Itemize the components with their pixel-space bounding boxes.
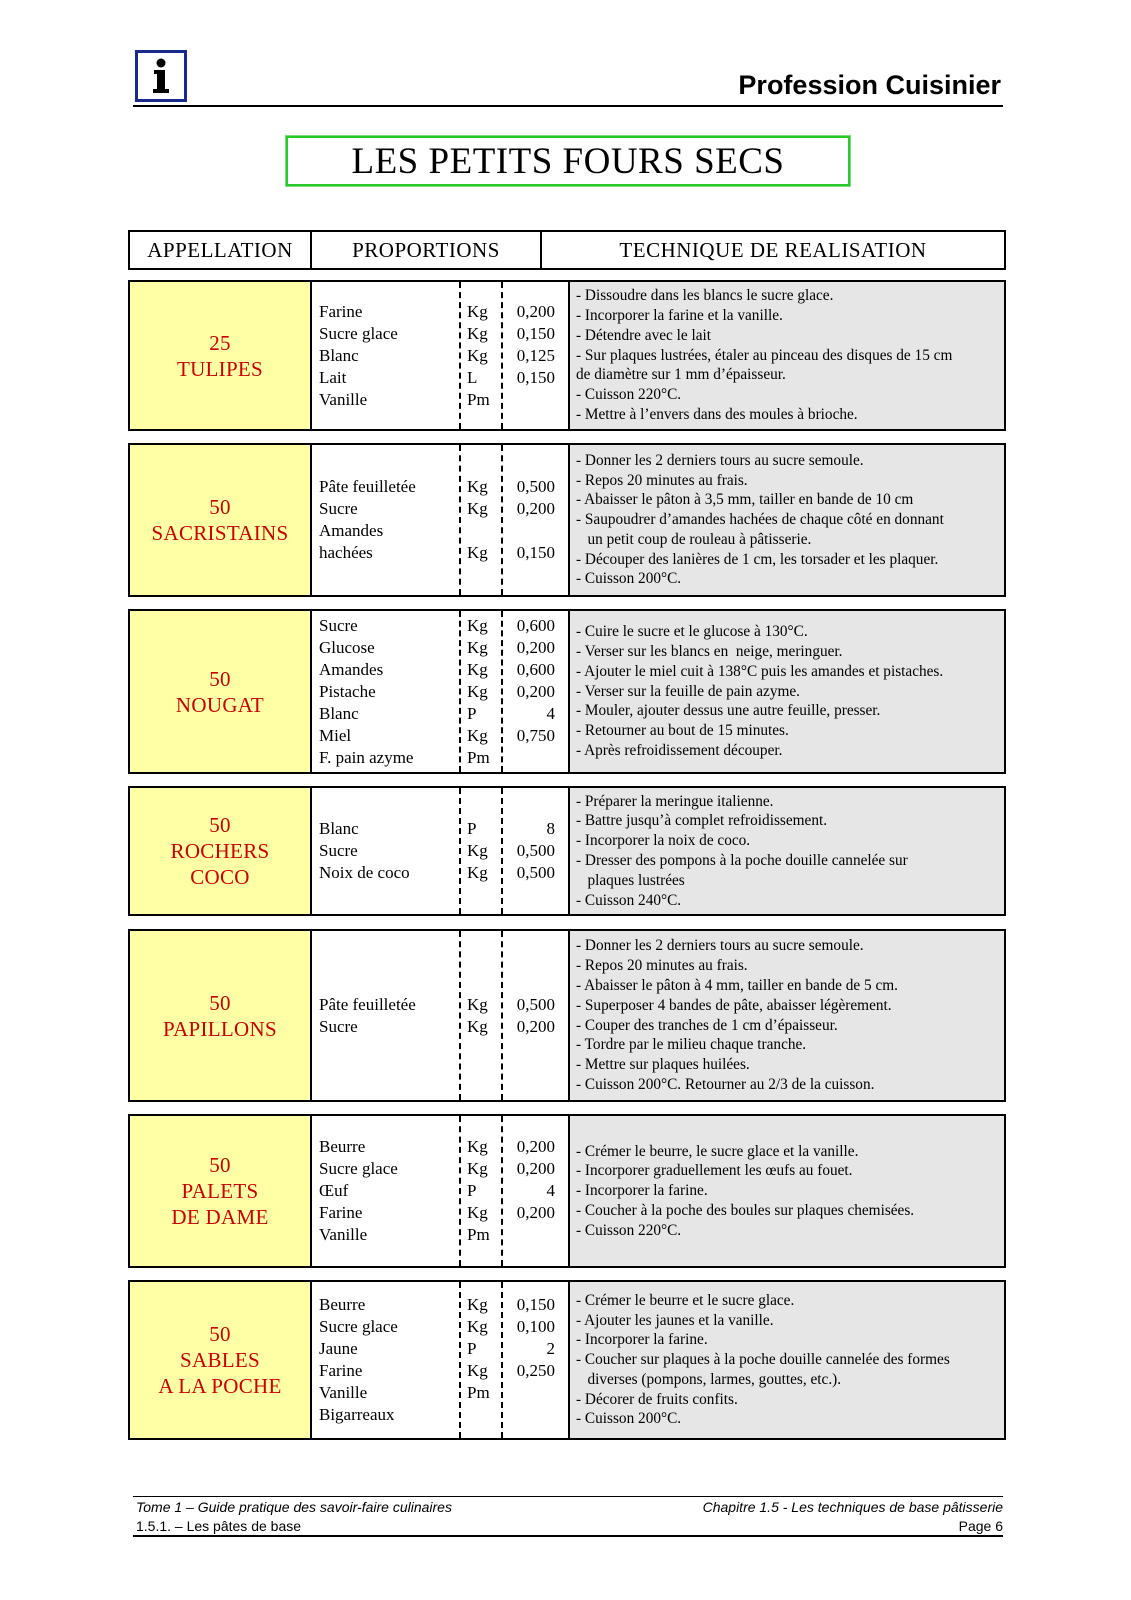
- ingredient-quantity: 0,200: [516, 1203, 555, 1222]
- technique-step: de diamètre sur 1 mm d’épaisseur.: [576, 366, 786, 384]
- ingredient-unit: Kg: [467, 681, 488, 701]
- ingredient-unit: Kg: [467, 863, 488, 882]
- technique-step: - Verser sur les blancs en neige, meringuer.: [576, 643, 843, 660]
- technique-step: - Mettre à l’envers dans des moules à brioche.: [576, 405, 858, 423]
- technique-step: - Mouler, ajouter dessus une autre feuille, presser.: [576, 702, 881, 720]
- technique-step: - Abaisser le pâton à 3,5 mm, tailler en bande de 10 cm: [576, 491, 914, 509]
- ingredient-unit: Kg: [467, 1317, 488, 1336]
- ingredient-row: [312, 1316, 568, 1338]
- recipe-name: TULIPES: [176, 356, 264, 381]
- technique-step: - Cuire le sucre et le glucose à 130°C.: [576, 623, 808, 641]
- ingredient-row: [312, 345, 568, 367]
- technique-step: - Préparer la meringue italienne.: [576, 792, 774, 810]
- ingredient-unit: P: [467, 819, 477, 838]
- ingredient-name: Œuf: [319, 1181, 349, 1200]
- ingredient-row: [312, 1338, 568, 1360]
- technique-step: - Crémer le beurre et le sucre glace.: [576, 1291, 795, 1309]
- ingredient-name: F. pain azyme: [319, 747, 414, 767]
- column-header-proportions: PROPORTIONS: [312, 232, 542, 268]
- ingredient-name: Lait: [319, 367, 347, 387]
- technique-step: - Dresser des pompons à la poche douille cannelée sur: [576, 852, 908, 869]
- recipe-appellation: [130, 611, 312, 772]
- ingredient-row: [312, 1136, 568, 1158]
- ingredient-quantity: 0,150: [516, 543, 555, 562]
- recipe-proportions: [312, 931, 570, 1100]
- technique-step: - Sur plaques lustrées, étaler au pinceau des disques de 15 cm: [576, 346, 953, 364]
- technique-step: - Couper des tranches de 1 cm d’épaisseur.: [576, 1016, 838, 1034]
- ingredient-row: [312, 1202, 568, 1224]
- ingredient-quantity: [503, 520, 558, 542]
- technique-step: - Repos 20 minutes au frais.: [576, 957, 748, 975]
- recipe-technique: [570, 1282, 1004, 1438]
- ingredient-row: [312, 725, 568, 747]
- ingredient-quantity: 0,500: [516, 477, 555, 496]
- ingredient-name: Beurre: [319, 1137, 366, 1156]
- ingredient-quantity: 0,150: [516, 1295, 555, 1314]
- technique-step: - Incorporer la farine et la vanille.: [576, 307, 783, 324]
- technique-step: - Décorer de fruits confits.: [576, 1390, 738, 1408]
- recipe-technique: [570, 445, 1004, 595]
- technique-step: - Saupoudrer d’amandes hachées de chaque côté en donnant: [576, 511, 944, 529]
- technique-step: - Tordre par le milieu chaque tranche.: [576, 1036, 807, 1054]
- ingredient-unit: Pm: [467, 747, 490, 767]
- ingredient-name: Sucre glace: [319, 1159, 398, 1178]
- ingredient-quantity: 4: [546, 1181, 555, 1200]
- ingredient-row: [312, 542, 568, 564]
- ingredient-name: Miel: [319, 725, 352, 745]
- ingredient-name: Pâte feuilletée: [319, 477, 416, 496]
- recipe-row: [128, 609, 1006, 774]
- technique-step: - Cuisson 220°C.: [576, 1221, 682, 1239]
- recipe-proportions: [312, 611, 570, 772]
- ingredient-row: [312, 818, 568, 840]
- ingredient-quantity: 0,150: [516, 367, 555, 387]
- ingredient-name: Farine: [319, 1361, 363, 1380]
- ingredient-row: [312, 994, 568, 1016]
- ingredient-name: Sucre glace: [319, 1317, 398, 1336]
- ingredient-quantity: 8: [546, 819, 555, 838]
- ingredient-quantity: 0,500: [516, 863, 555, 882]
- recipe-row: [128, 443, 1006, 597]
- technique-step: - Verser sur la feuille de pain azyme.: [576, 682, 800, 700]
- ingredient-quantity: 0,200: [516, 301, 555, 321]
- technique-step: un petit coup de rouleau à pâtisserie.: [576, 530, 812, 548]
- technique-step: plaques lustrées: [576, 871, 685, 889]
- ingredient-unit: Kg: [467, 1137, 488, 1156]
- ingredient-unit: Kg: [467, 543, 488, 562]
- ingredient-row: [312, 659, 568, 681]
- ingredient-name: Sucre: [319, 841, 358, 860]
- recipe-name: ROCHERS COCO: [170, 839, 270, 889]
- ingredient-quantity: [503, 1382, 558, 1404]
- ingredient-row: [312, 1224, 568, 1246]
- ingredient-quantity: 0,200: [516, 499, 555, 518]
- ingredient-unit: [461, 520, 503, 542]
- ingredient-quantity: 0,200: [516, 1159, 555, 1178]
- recipe-count: 50: [209, 1153, 231, 1177]
- footer-section: 1.5.1. – Les pâtes de base: [136, 1518, 302, 1534]
- ingredient-quantity: 0,100: [516, 1317, 555, 1336]
- technique-step: - Cuisson 220°C.: [576, 386, 682, 404]
- ingredient-quantity: [503, 389, 558, 411]
- ingredient-quantity: 0,200: [516, 681, 555, 701]
- recipe-appellation: [130, 1116, 312, 1266]
- technique-step: - Donner les 2 derniers tours au sucre semoule.: [576, 451, 864, 469]
- column-header-technique: TECHNIQUE DE REALISATION: [619, 237, 927, 262]
- recipe-row: [128, 1114, 1006, 1268]
- ingredient-unit: Kg: [467, 345, 488, 365]
- ingredient-row: [312, 367, 568, 389]
- ingredient-unit: L: [467, 367, 478, 387]
- ingredient-quantity: 0,200: [516, 1016, 555, 1036]
- ingredient-name: Blanc: [319, 819, 359, 838]
- ingredient-name: Glucose: [319, 637, 375, 657]
- ingredient-name: Farine: [319, 1203, 363, 1222]
- ingredient-row: [312, 520, 568, 542]
- technique-step: - Superposer 4 bandes de pâte, abaisser légèrement.: [576, 996, 892, 1014]
- technique-step: - Après refroidissement découper.: [576, 741, 783, 759]
- ingredient-unit: Kg: [467, 1295, 488, 1314]
- ingredient-row: [312, 862, 568, 884]
- table-header: [128, 230, 1006, 270]
- info-i-icon: [135, 50, 187, 102]
- recipe-appellation: [130, 282, 312, 429]
- ingredient-name: Sucre: [319, 499, 358, 518]
- technique-step: - Repos 20 minutes au frais.: [576, 471, 748, 489]
- ingredient-unit: Kg: [467, 1203, 488, 1222]
- recipe-count: 50: [209, 813, 231, 837]
- ingredient-unit: Pm: [467, 1225, 490, 1244]
- technique-step: - Incorporer la farine.: [576, 1331, 708, 1349]
- technique-step: - Dissoudre dans les blancs le sucre glace.: [576, 287, 834, 305]
- technique-step: - Cuisson 200°C. Retourner au 2/3 de la cuisson.: [576, 1075, 875, 1093]
- footer-page-number: Page 6: [958, 1518, 1003, 1534]
- recipe-name: PAPILLONS: [163, 1016, 277, 1041]
- ingredient-row: [312, 301, 568, 323]
- recipe-proportions: [312, 788, 570, 914]
- ingredient-name: hachées: [319, 543, 373, 562]
- ingredient-unit: P: [467, 703, 477, 723]
- page-title: LES PETITS FOURS SECS: [286, 136, 850, 186]
- ingredient-quantity: 0,150: [516, 323, 555, 343]
- ingredient-unit: Kg: [467, 1016, 488, 1036]
- ingredient-row: [312, 615, 568, 637]
- ingredient-row: [312, 681, 568, 703]
- footer-chapter: Chapitre 1.5 - Les techniques de base pâtisserie: [702, 1499, 1003, 1515]
- ingredient-name: Pistache: [319, 681, 376, 701]
- ingredient-quantity: 0,500: [516, 841, 555, 860]
- technique-step: - Retourner au bout de 15 minutes.: [576, 722, 789, 740]
- ingredient-row: [312, 1294, 568, 1316]
- ingredient-name: Jaune: [319, 1339, 358, 1358]
- technique-step: - Abaisser le pâton à 4 mm, tailler en bande de 5 cm.: [576, 976, 898, 994]
- technique-step: - Crémer le beurre, le sucre glace et la vanille.: [576, 1142, 859, 1160]
- technique-step: - Ajouter le miel cuit à 138°C puis les amandes et pistaches.: [576, 662, 944, 680]
- ingredient-row: [312, 703, 568, 725]
- ingredient-unit: Kg: [467, 994, 488, 1014]
- ingredient-name: Amandes: [319, 659, 384, 679]
- ingredient-name: Vanille: [319, 1225, 368, 1244]
- ingredient-unit: Kg: [467, 477, 488, 496]
- technique-step: - Cuisson 240°C.: [576, 891, 682, 909]
- ingredient-name: Vanille: [319, 389, 368, 409]
- ingredient-quantity: 2: [546, 1339, 555, 1358]
- ingredient-quantity: 0,200: [516, 1137, 555, 1156]
- recipe-technique: [570, 611, 1004, 772]
- technique-step: - Battre jusqu’à complet refroidissement.: [576, 812, 828, 830]
- recipe-row: [128, 786, 1006, 916]
- ingredient-quantity: [503, 747, 558, 769]
- ingredient-unit: Pm: [467, 389, 490, 409]
- recipe-appellation: [130, 445, 312, 595]
- recipe-appellation: [130, 931, 312, 1100]
- recipe-row: [128, 280, 1006, 431]
- ingredient-unit: Kg: [467, 301, 488, 321]
- ingredient-row: [312, 476, 568, 498]
- recipe-row: [128, 929, 1006, 1102]
- recipe-proportions: [312, 282, 570, 429]
- technique-step: - Incorporer la noix de coco.: [576, 832, 751, 850]
- ingredient-unit: Kg: [467, 841, 488, 860]
- ingredient-quantity: 0,200: [516, 637, 555, 657]
- ingredient-unit: Kg: [467, 323, 488, 343]
- ingredient-name: Sucre: [319, 1016, 358, 1036]
- footer-divider-top: [133, 1496, 1003, 1497]
- recipe-name: NOUGAT: [175, 692, 265, 717]
- technique-step: - Mettre sur plaques huilées.: [576, 1056, 750, 1074]
- ingredient-quantity: 0,600: [516, 659, 555, 679]
- column-header-appellation: APPELLATION: [130, 232, 312, 268]
- ingredient-row: [312, 1382, 568, 1404]
- technique-step: - Découper des lanières de 1 cm, les torsader et les plaquer.: [576, 550, 939, 568]
- ingredient-row: [312, 1158, 568, 1180]
- ingredient-unit: Kg: [467, 499, 488, 518]
- ingredient-row: [312, 637, 568, 659]
- technique-step: - Donner les 2 derniers tours au sucre semoule.: [576, 937, 864, 955]
- technique-step: - Incorporer la farine.: [576, 1182, 708, 1200]
- ingredient-quantity: 0,750: [516, 725, 555, 745]
- recipe-technique: [570, 1116, 1004, 1266]
- ingredient-quantity: [503, 1404, 558, 1426]
- ingredient-name: Amandes: [319, 521, 384, 540]
- ingredient-name: Farine: [319, 301, 363, 321]
- ingredient-unit: Kg: [467, 1159, 488, 1178]
- ingredient-quantity: 4: [546, 703, 555, 723]
- ingredient-name: Noix de coco: [319, 863, 410, 882]
- recipe-appellation: [130, 1282, 312, 1438]
- header-title: Profession Cuisinier: [738, 70, 1001, 100]
- ingredient-row: [312, 498, 568, 520]
- technique-step: - Coucher à la poche des boules sur plaques chemisées.: [576, 1201, 915, 1219]
- technique-step: - Ajouter les jaunes et la vanille.: [576, 1311, 774, 1329]
- recipe-name: SACRISTAINS: [151, 521, 289, 545]
- recipe-count: 25: [209, 330, 231, 355]
- footer-divider-bottom: [133, 1535, 1003, 1537]
- ingredient-quantity: [503, 1224, 558, 1246]
- ingredient-row: [312, 1180, 568, 1202]
- ingredient-unit: Kg: [467, 637, 488, 657]
- ingredient-row: [312, 323, 568, 345]
- recipe-name: SABLES A LA POCHE: [158, 1348, 282, 1398]
- ingredient-unit: Kg: [467, 725, 488, 745]
- technique-step: - Détendre avec le lait: [576, 326, 712, 344]
- ingredient-unit: P: [467, 1339, 477, 1358]
- technique-step: - Incorporer graduellement les œufs au fouet.: [576, 1162, 853, 1180]
- ingredient-quantity: 0,500: [516, 994, 555, 1014]
- recipe-count: 50: [209, 666, 231, 691]
- ingredient-quantity: 0,125: [516, 345, 555, 365]
- ingredient-row: [312, 1404, 568, 1426]
- ingredient-name: Bigarreaux: [319, 1405, 395, 1424]
- technique-step: diverses (pompons, larmes, gouttes, etc.).: [576, 1370, 842, 1388]
- ingredient-name: Blanc: [319, 703, 359, 723]
- ingredient-unit: Kg: [467, 1361, 488, 1380]
- recipe-technique: [570, 931, 1004, 1100]
- recipe-count: 50: [209, 495, 231, 519]
- ingredient-unit: P: [467, 1181, 477, 1200]
- ingredient-unit: Kg: [467, 659, 488, 679]
- recipe-technique: [570, 788, 1004, 914]
- ingredient-row: [312, 747, 568, 769]
- ingredient-row: [312, 840, 568, 862]
- ingredient-row: [312, 1016, 568, 1038]
- recipe-proportions: [312, 1282, 570, 1438]
- header-divider: [133, 105, 1003, 107]
- ingredient-name: Sucre: [319, 615, 358, 635]
- ingredient-name: Vanille: [319, 1383, 368, 1402]
- ingredient-name: Blanc: [319, 345, 359, 365]
- ingredient-unit: Kg: [467, 615, 488, 635]
- ingredient-unit: [461, 1404, 503, 1426]
- technique-step: - Cuisson 200°C.: [576, 1410, 682, 1428]
- ingredient-name: Sucre glace: [319, 323, 398, 343]
- recipe-row: [128, 1280, 1006, 1440]
- recipe-appellation: [130, 788, 312, 914]
- recipe-technique: [570, 282, 1004, 429]
- ingredient-quantity: 0,250: [516, 1361, 555, 1380]
- recipe-name: PALETS DE DAME: [171, 1179, 269, 1229]
- ingredient-name: Beurre: [319, 1295, 366, 1314]
- recipe-proportions: [312, 445, 570, 595]
- recipe-count: 50: [209, 990, 231, 1015]
- recipe-count: 50: [209, 1322, 231, 1346]
- ingredient-row: [312, 1360, 568, 1382]
- ingredient-unit: Pm: [467, 1383, 490, 1402]
- ingredient-name: Pâte feuilletée: [319, 994, 416, 1014]
- technique-step: - Coucher sur plaques à la poche douille cannelée des formes: [576, 1351, 950, 1369]
- technique-step: - Cuisson 200°C.: [576, 570, 682, 588]
- ingredient-row: [312, 389, 568, 411]
- footer-volume: Tome 1 – Guide pratique des savoir-faire culinaires: [136, 1499, 452, 1515]
- ingredient-quantity: 0,600: [516, 615, 555, 635]
- recipe-proportions: [312, 1116, 570, 1266]
